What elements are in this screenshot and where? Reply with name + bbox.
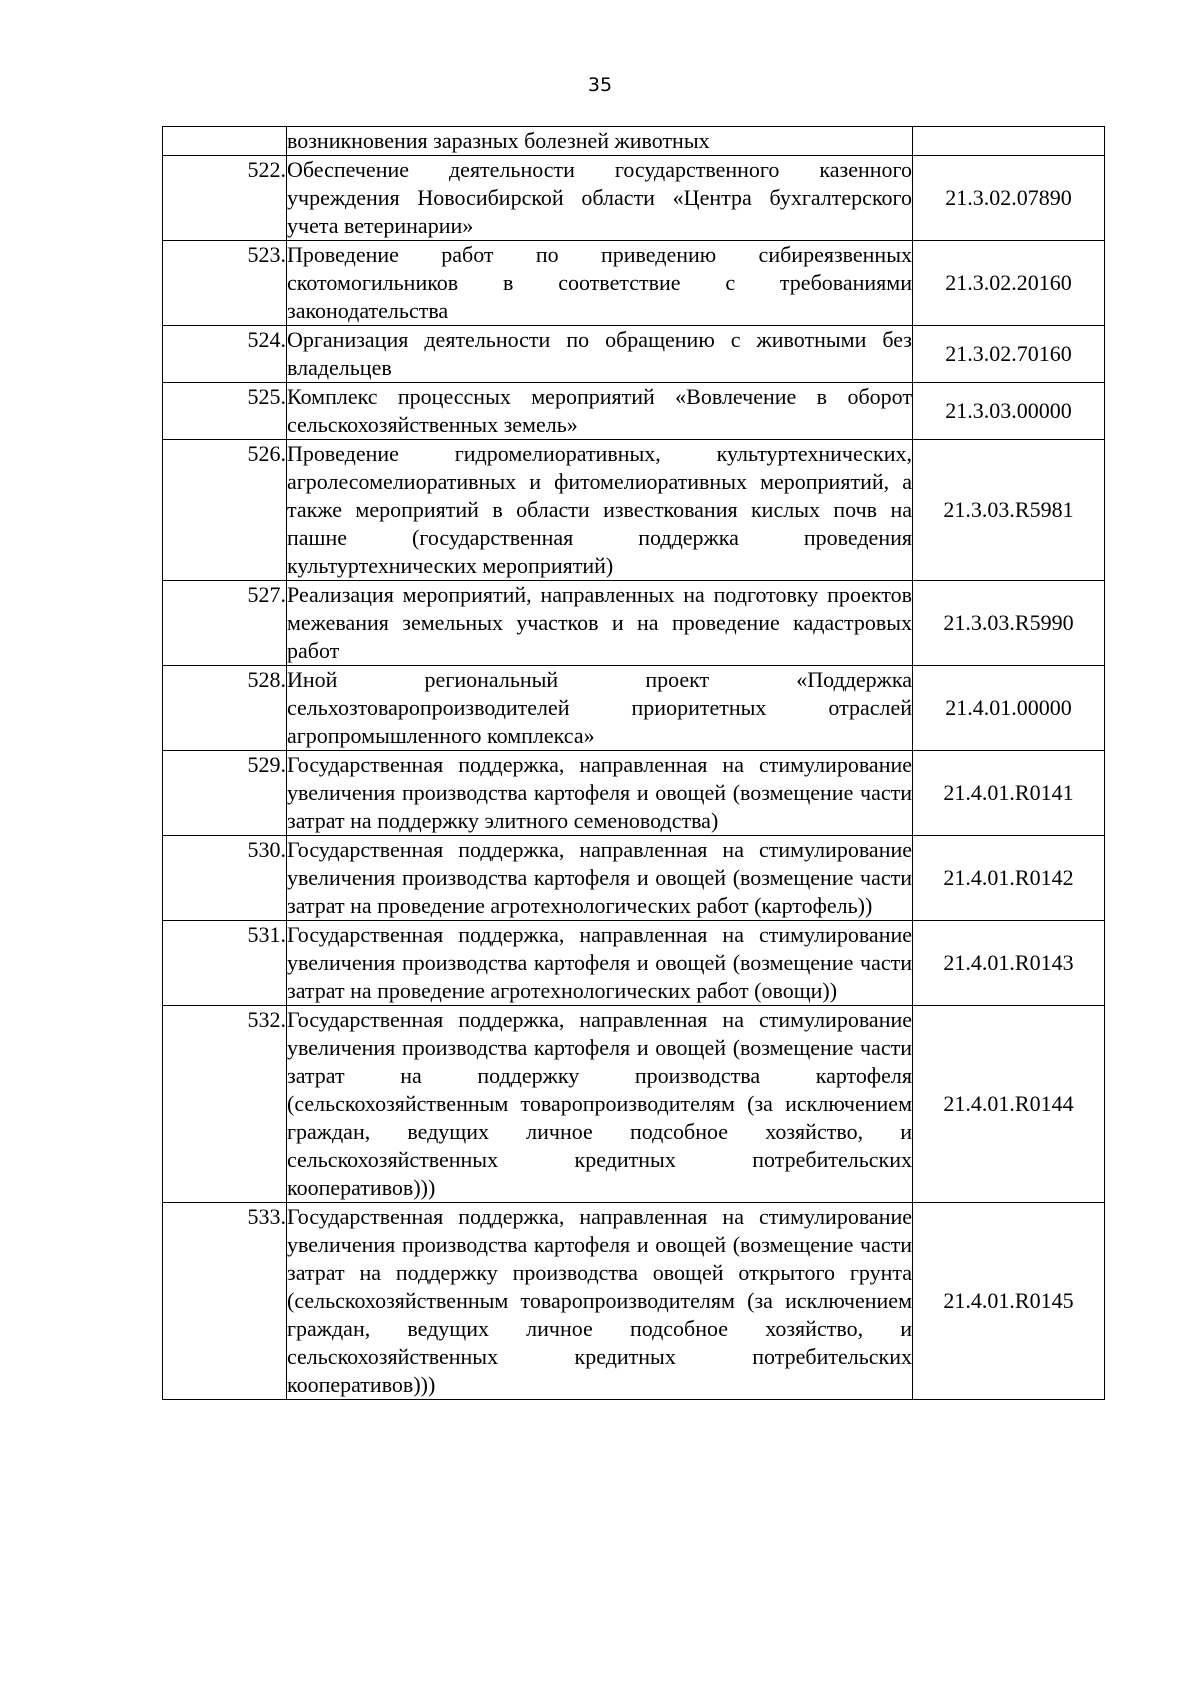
row-number-cell: 528. bbox=[163, 666, 287, 751]
row-number-cell: 531. bbox=[163, 921, 287, 1006]
row-number-cell: 523. bbox=[163, 241, 287, 326]
row-number-cell: 522. bbox=[163, 156, 287, 241]
row-description-cell: возникновения заразных болезней животных bbox=[287, 127, 913, 156]
row-number-cell: 525. bbox=[163, 383, 287, 440]
row-number-cell: 529. bbox=[163, 751, 287, 836]
row-code-cell: 21.4.01.R0141 bbox=[913, 751, 1105, 836]
row-code-cell bbox=[913, 127, 1105, 156]
row-description-cell: Государственная поддержка, направленная на стимулирование увеличения производства картофеля и овощей (возмещение части затрат на проведение агротехнологических работ (картофель)) bbox=[287, 836, 913, 921]
table-row bbox=[163, 383, 1105, 440]
table-row bbox=[163, 921, 1105, 1006]
page-number: 35 bbox=[587, 74, 613, 96]
row-description-cell: Государственная поддержка, направленная на стимулирование увеличения производства картофеля и овощей (возмещение части затрат на поддержку элитного семеноводства) bbox=[287, 751, 913, 836]
row-code-cell: 21.4.01.R0143 bbox=[913, 921, 1105, 1006]
row-number-cell: 524. bbox=[163, 326, 287, 383]
row-code-cell: 21.3.02.70160 bbox=[913, 326, 1105, 383]
row-code-cell: 21.4.01.R0142 bbox=[913, 836, 1105, 921]
table-row bbox=[163, 156, 1105, 241]
table-row bbox=[163, 1006, 1105, 1203]
row-description-cell: Организация деятельности по обращению с животными без владельцев bbox=[287, 326, 913, 383]
row-code-cell: 21.3.03.R5981 bbox=[913, 440, 1105, 581]
row-code-cell: 21.4.01.R0145 bbox=[913, 1203, 1105, 1400]
row-description-cell: Государственная поддержка, направленная на стимулирование увеличения производства картофеля и овощей (возмещение части затрат на поддержку производства овощей открытого грунта (сельскохозяйственным товаропроизводителям (за исключением граждан, ведущих личное подсобное хозяйство, и сельскохозяйственных кредитных потребительских кооперативов))) bbox=[287, 1203, 913, 1400]
table-row bbox=[163, 581, 1105, 666]
table-row bbox=[163, 326, 1105, 383]
row-number-cell: 530. bbox=[163, 836, 287, 921]
budget-classification-table bbox=[162, 126, 1105, 1400]
row-description-cell: Комплекс процессных мероприятий «Вовлечение в оборот сельскохозяйственных земель» bbox=[287, 383, 913, 440]
row-number-cell: 526. bbox=[163, 440, 287, 581]
row-number-cell: 532. bbox=[163, 1006, 287, 1203]
table-row bbox=[163, 1203, 1105, 1400]
row-description-cell: Обеспечение деятельности государственного казенного учреждения Новосибирской области «Центра бухгалтерского учета ветеринарии» bbox=[287, 156, 913, 241]
row-number-cell bbox=[163, 127, 287, 156]
row-description-cell: Проведение работ по приведению сибиреязвенных скотомогильников в соответствие с требованиями законодательства bbox=[287, 241, 913, 326]
table-row bbox=[163, 440, 1105, 581]
row-code-cell: 21.4.01.R0144 bbox=[913, 1006, 1105, 1203]
row-description-cell: Проведение гидромелиоративных, культуртехнических, агролесомелиоративных и фитомелиоративных мероприятий, а также мероприятий в области известкования кислых почв на пашне (государственная поддержка проведения культуртехнических мероприятий) bbox=[287, 440, 913, 581]
row-number-cell: 533. bbox=[163, 1203, 287, 1400]
row-description-cell: Государственная поддержка, направленная на стимулирование увеличения производства картофеля и овощей (возмещение части затрат на проведение агротехнологических работ (овощи)) bbox=[287, 921, 913, 1006]
row-number-cell: 527. bbox=[163, 581, 287, 666]
table-row bbox=[163, 751, 1105, 836]
table-row bbox=[163, 127, 1105, 156]
row-code-cell: 21.3.03.R5990 bbox=[913, 581, 1105, 666]
table-body bbox=[163, 127, 1105, 1400]
row-description-cell: Иной региональный проект «Поддержка сельхозтоваропроизводителей приоритетных отраслей агропромышленного комплекса» bbox=[287, 666, 913, 751]
table-row bbox=[163, 241, 1105, 326]
row-code-cell: 21.3.02.20160 bbox=[913, 241, 1105, 326]
row-code-cell: 21.3.03.00000 bbox=[913, 383, 1105, 440]
table-row bbox=[163, 836, 1105, 921]
table-row bbox=[163, 666, 1105, 751]
row-code-cell: 21.3.02.07890 bbox=[913, 156, 1105, 241]
row-description-cell: Реализация мероприятий, направленных на подготовку проектов межевания земельных участков и на проведение кадастровых работ bbox=[287, 581, 913, 666]
row-description-cell: Государственная поддержка, направленная на стимулирование увеличения производства картофеля и овощей (возмещение части затрат на поддержку производства картофеля (сельскохозяйственным товаропроизводителям (за исключением граждан, ведущих личное подсобное хозяйство, и сельскохозяйственных кредитных потребительских кооперативов))) bbox=[287, 1006, 913, 1203]
row-code-cell: 21.4.01.00000 bbox=[913, 666, 1105, 751]
